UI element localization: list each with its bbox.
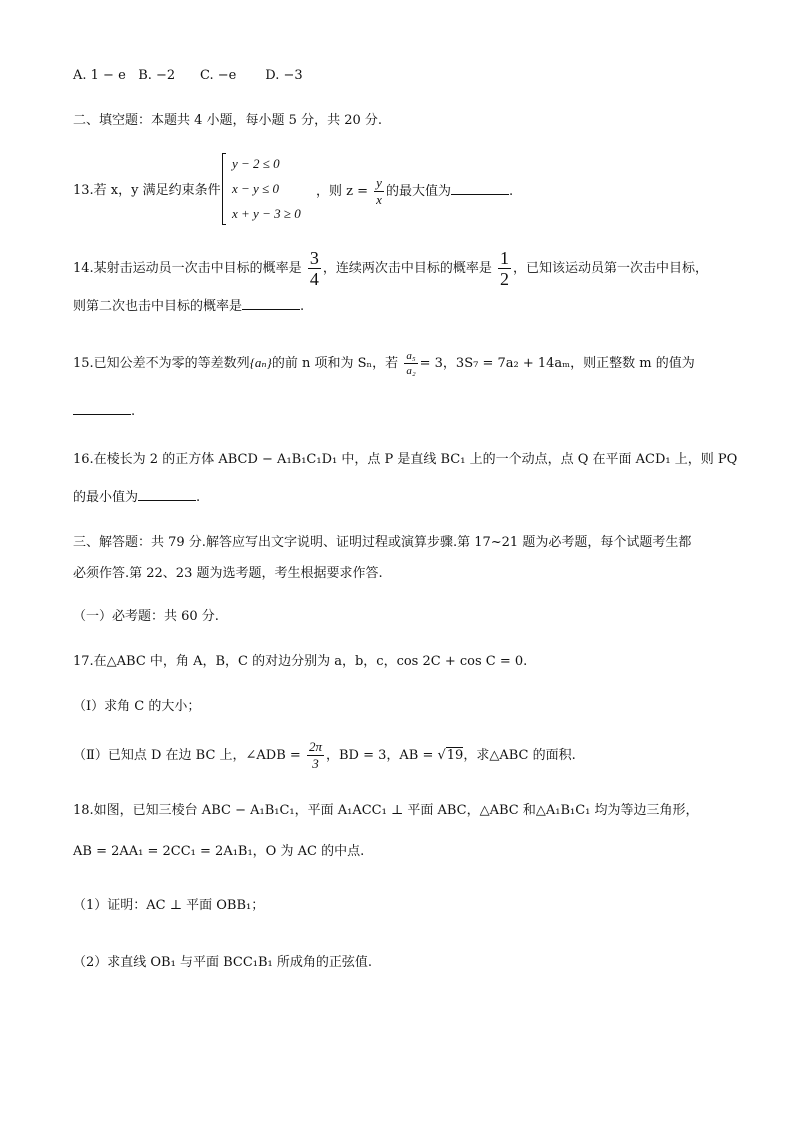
constraint-2: x − y ≤ 0: [232, 181, 279, 196]
q16-text: 的最小值为: [73, 490, 139, 505]
q13-suffix: 的最大值为: [385, 184, 451, 199]
q15-text-c: = 3，3S₇ = 7a₂ + 14aₘ，则正整数 m 的值为: [419, 356, 695, 371]
answer-blank: [242, 297, 300, 310]
q15-line2: [73, 402, 135, 422]
q18-line1: 18.如图，已知三棱台 ABC − A₁B₁C₁，平面 A₁ACC₁ ⊥ 平面 ABC，△ABC 和△A₁B₁C₁ 均为等边三角形，: [73, 803, 699, 818]
option-d: D. −3: [265, 68, 303, 83]
constraint-1: y − 2 ≤ 0: [232, 156, 280, 171]
q17-text-c: ，求△ABC 的面积.: [463, 748, 576, 763]
fraction-denominator: 4: [309, 269, 319, 289]
q14-text-a: 14.某射击运动员一次击中目标的概率是: [73, 261, 302, 276]
q15-line1: [73, 345, 695, 382]
sqrt-sign: √: [437, 748, 446, 763]
fraction-numerator: a₅: [406, 350, 416, 362]
q13-text: [73, 181, 221, 201]
period: .: [300, 299, 305, 314]
answer-blank: [73, 402, 131, 415]
sub-heading: （一）必考题：共 60 分.: [73, 609, 219, 624]
q17-text-b: ，BD = 3，AB =: [325, 748, 434, 763]
constraint-3: x + y − 3 ≥ 0: [232, 206, 301, 221]
q17-text-a: （Ⅱ）已知点 D 在边 BC 上，∠ADB =: [73, 748, 301, 763]
sqrt-value: 19: [446, 748, 464, 763]
answer-blank: [451, 182, 509, 195]
q15-text-a: 15.已知公差不为零的等差数列: [73, 356, 250, 371]
q17-part2: [73, 736, 576, 776]
q14-fraction-1: [308, 248, 321, 289]
q14-text-c: ，已知该运动员第一次击中目标，: [512, 261, 708, 276]
q18-line2: AB = 2AA₁ = 2CC₁ = 2A₁B₁，O 为 AC 的中点.: [73, 844, 365, 859]
q17-part1: （Ⅰ）求角 C 的大小；: [73, 699, 201, 714]
q14-fraction-2: [498, 248, 511, 289]
q14-line1: [73, 248, 708, 289]
q13-mid: ，则 z =: [316, 184, 369, 199]
option-a: A. 1 − e: [73, 68, 126, 83]
q15-text-b: 的前 n 项和为 Sₙ，若: [271, 356, 399, 371]
q14-text-d: 则第二次也击中目标的概率是: [73, 299, 243, 314]
q13-constraint-system: [222, 152, 312, 226]
fraction-numerator: 3: [309, 248, 319, 268]
angle-fraction: [307, 739, 324, 772]
q13-fraction: [374, 175, 384, 208]
section3-line2: 必须作答.第 22、23 题为选考题，考生根据要求作答.: [73, 566, 383, 581]
fraction-denominator: x: [376, 192, 382, 207]
q12-options: [73, 66, 303, 86]
q13-prefix: 13.若 x，y 满足约束条件: [73, 183, 221, 198]
option-b: B. −2: [138, 68, 176, 83]
q14-line2: [73, 297, 304, 317]
period: .: [508, 184, 514, 199]
q16-line2: [73, 488, 200, 508]
fraction-numerator: 2π: [308, 739, 322, 754]
q17-stem: 17.在△ABC 中，角 A，B，C 的对边分别为 a，b，c，cos 2C + cos C = 0.: [73, 654, 528, 669]
period: .: [196, 490, 201, 505]
q18-part1: （1）证明：AC ⊥ 平面 OBB₁；: [73, 898, 265, 913]
sequence-symbol: {aₙ}: [249, 355, 272, 370]
section3-line1: 三、解答题：共 79 分.解答应写出文字说明、证明过程或演算步骤.第 17~21 题为必考题，每个试题考生都: [73, 535, 692, 550]
q18-part2: （2）求直线 OB₁ 与平面 BCC₁B₁ 所成角的正弦值.: [73, 955, 373, 970]
section2-heading: 二、填空题：本题共 4 小题，每小题 5 分，共 20 分.: [73, 113, 383, 128]
fraction-denominator: a₂: [406, 365, 416, 377]
fraction-numerator: 1: [499, 248, 509, 268]
period: .: [131, 404, 136, 419]
left-brace: [222, 154, 228, 224]
q14-text-b: ，连续两次击中目标的概率是: [322, 261, 492, 276]
q16-line1: 16.在棱长为 2 的正方体 ABCD − A₁B₁C₁D₁ 中，点 P 是直线 BC₁ 上的一个动点，点 Q 在平面 ACD₁ 上，则 PQ: [73, 452, 738, 467]
fraction-denominator: 3: [312, 756, 319, 771]
fraction-numerator: y: [376, 175, 382, 190]
q13-tail: [316, 175, 513, 208]
option-c: C. −e: [199, 68, 237, 83]
fraction-denominator: 2: [499, 269, 509, 289]
q15-fraction: [404, 349, 417, 378]
answer-blank: [138, 488, 196, 501]
